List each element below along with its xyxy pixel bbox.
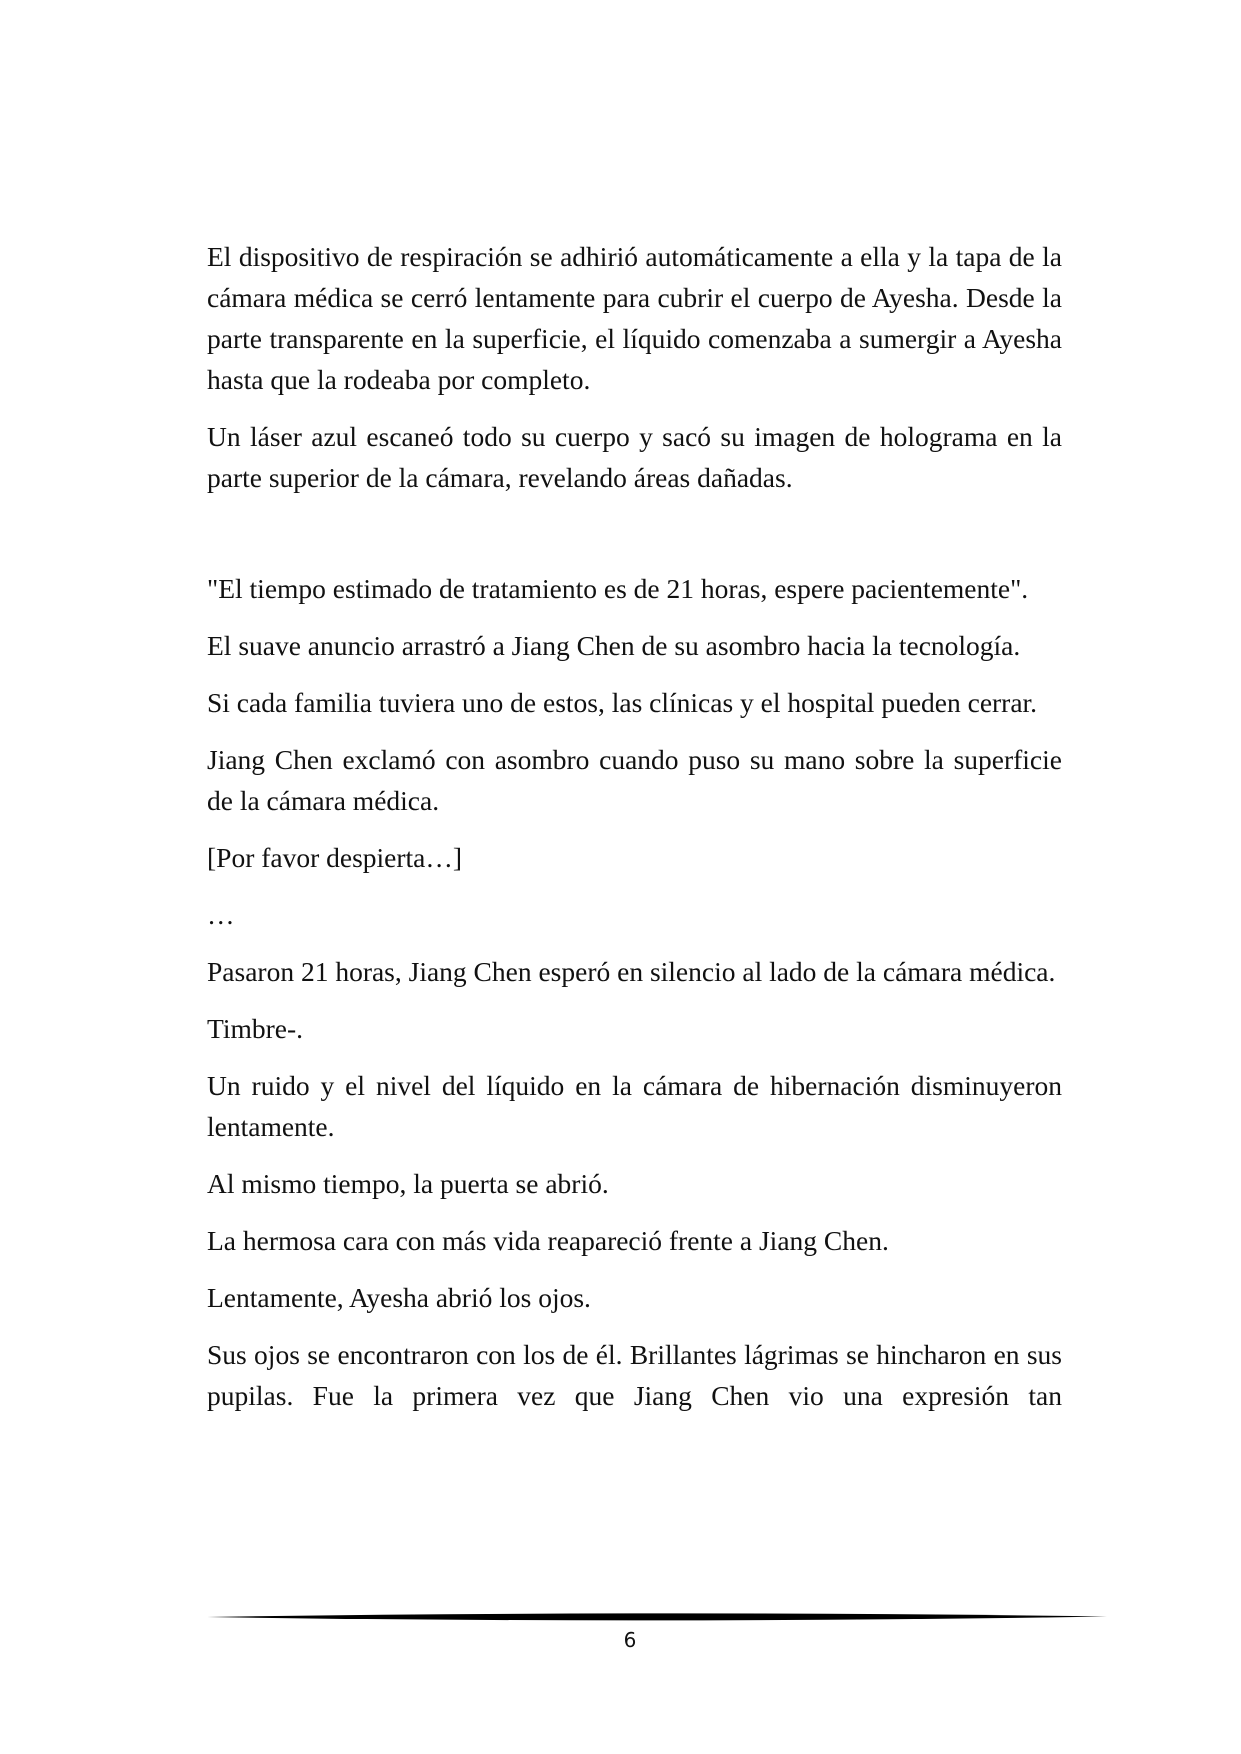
paragraph: El dispositivo de respiración se adhirió automáticamente a ella y la tapa de la cámara médica se cerró lentamente para cubrir el cuerpo de Ayesha. Desde la parte transparente en la superficie, el líquido comenzaba a sumergir a Ayesha hasta que la rodeaba por completo. <box>207 241 1062 395</box>
paragraph: Sus ojos se encontraron con los de él. Brillantes lágrimas se hincharon en sus pupilas. Fue la primera vez que Jiang Chen vio una expresión tan <box>207 1339 1062 1411</box>
paragraph: Jiang Chen exclamó con asombro cuando puso su mano sobre la superficie de la cámara médica. <box>207 744 1062 816</box>
body-text <box>207 236 1062 1432</box>
paragraph: [Por favor despierta…] <box>207 842 463 873</box>
paragraph: Si cada familia tuviera uno de estos, las clínicas y el hospital pueden cerrar. <box>207 687 1038 718</box>
paragraph: Pasaron 21 horas, Jiang Chen esperó en silencio al lado de la cámara médica. <box>207 956 1056 987</box>
paragraph: El suave anuncio arrastró a Jiang Chen de su asombro hacia la tecnología. <box>207 630 1021 661</box>
paragraph: La hermosa cara con más vida reapareció frente a Jiang Chen. <box>207 1225 889 1256</box>
paragraph: Un ruido y el nivel del líquido en la cámara de hibernación disminuyeron lentamente. <box>207 1070 1062 1142</box>
paragraph: "El tiempo estimado de tratamiento es de 21 horas, espere pacientemente". <box>207 573 1029 604</box>
paragraph: Un láser azul escaneó todo su cuerpo y sacó su imagen de holograma en la parte superior de la cámara, revelando áreas dañadas. <box>207 421 1062 493</box>
footer-rule <box>207 1611 1107 1623</box>
paragraph: Lentamente, Ayesha abrió los ojos. <box>207 1282 591 1313</box>
paragraph: Timbre-. <box>207 1013 304 1044</box>
paragraph: … <box>207 899 235 930</box>
paragraph: Al mismo tiempo, la puerta se abrió. <box>207 1168 609 1199</box>
page-number: 6 <box>623 1628 637 1652</box>
